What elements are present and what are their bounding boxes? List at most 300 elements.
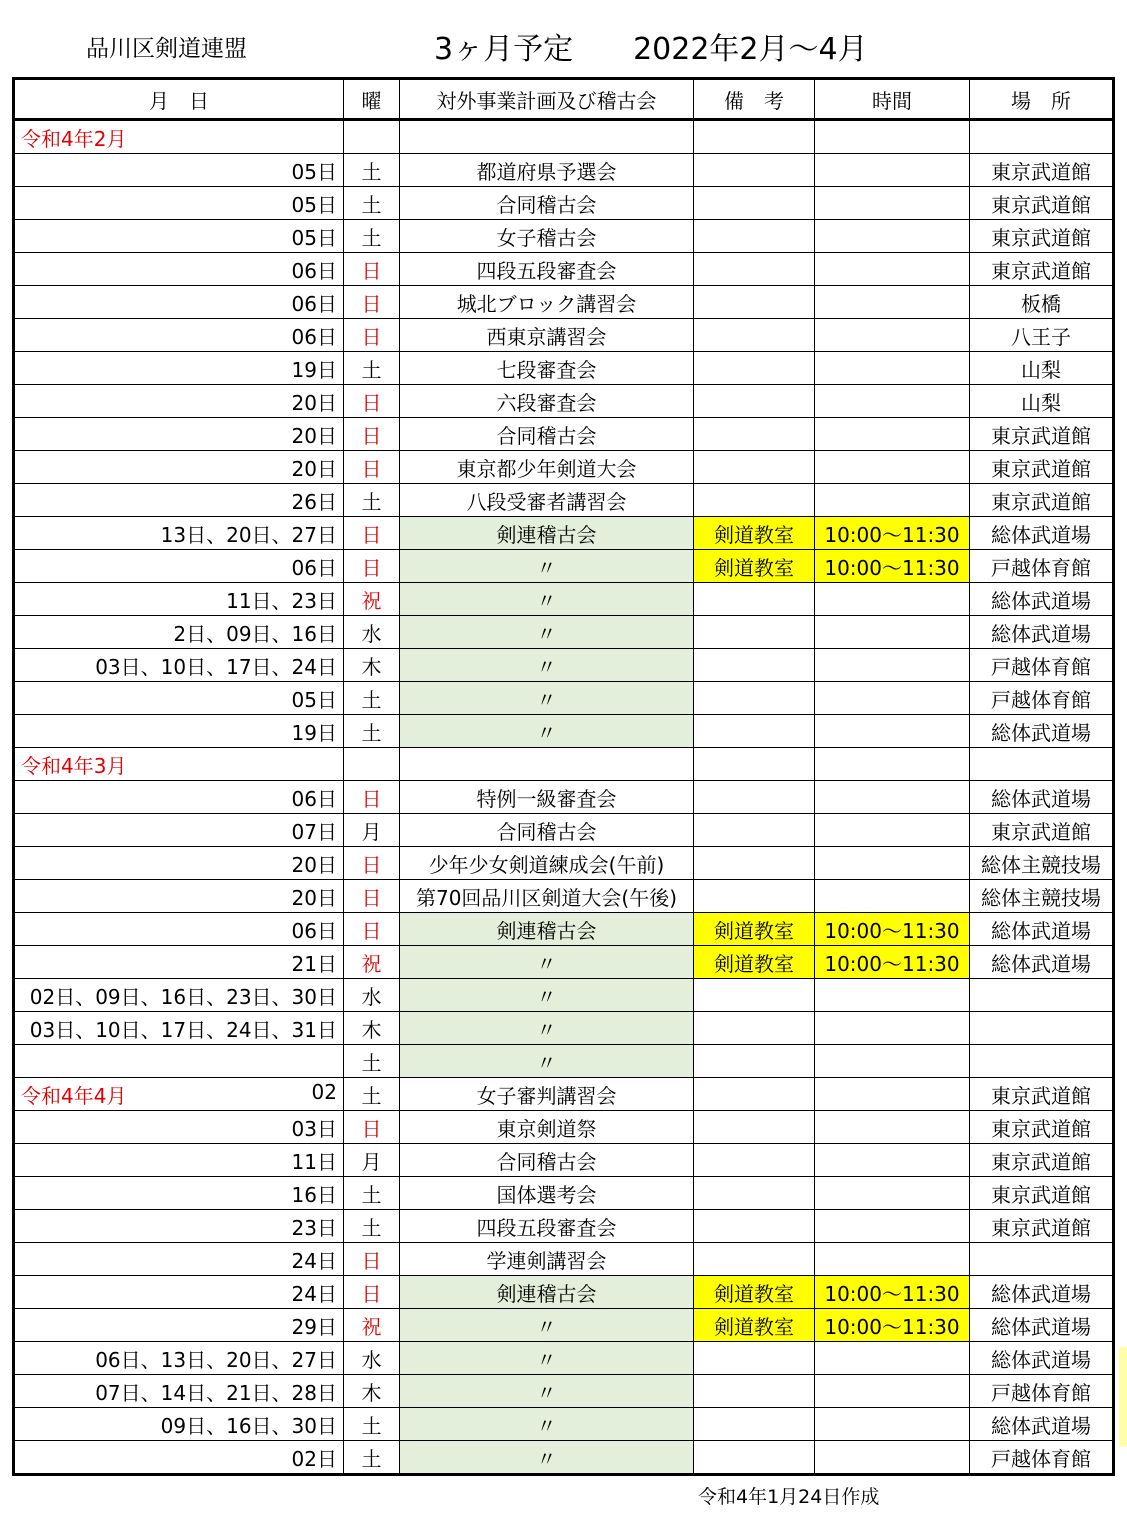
date-cell: [14, 418, 344, 451]
time-cell: [815, 1012, 970, 1045]
table-row: [14, 1342, 1114, 1375]
weekday-cell: [344, 748, 400, 781]
place-cell: 東京武道館: [970, 154, 1114, 187]
date-cell: [14, 814, 344, 847]
date-cell: [14, 484, 344, 517]
place-cell: [970, 120, 1114, 154]
weekday-cell: 木: [344, 1375, 400, 1408]
date-cell: [14, 154, 344, 187]
note-cell: [694, 847, 815, 880]
date-cell: [14, 946, 344, 979]
event-cell: 四段五段審査会: [400, 1210, 694, 1243]
event-cell: 少年少女剣道練成会(午前): [400, 847, 694, 880]
note-cell: [694, 880, 815, 913]
event-cell: 女子稽古会: [400, 220, 694, 253]
time-cell: [815, 352, 970, 385]
weekday-cell: 日: [344, 385, 400, 418]
note-cell: 剣道教室: [694, 1276, 815, 1309]
place-cell: 東京武道館: [970, 253, 1114, 286]
col-header-time: 時間: [815, 79, 970, 120]
place-cell: 板橋: [970, 286, 1114, 319]
place-cell: 総体武道場: [970, 616, 1114, 649]
place-cell: 戸越体育館: [970, 1375, 1114, 1408]
event-cell: 都道府県予選会: [400, 154, 694, 187]
table-row: [14, 253, 1114, 286]
schedule-table: [12, 77, 1115, 1476]
weekday-cell: 日: [344, 1276, 400, 1309]
note-cell: [694, 352, 815, 385]
date-text: 26日: [291, 489, 337, 514]
note-cell: [694, 1441, 815, 1475]
place-cell: 総体武道場: [970, 715, 1114, 748]
weekday-cell: 土: [344, 154, 400, 187]
table-row: [14, 1441, 1114, 1475]
date-text: 19日: [291, 357, 337, 382]
col-header-event: 対外事業計画及び稽古会: [400, 79, 694, 120]
weekday-cell: [344, 120, 400, 154]
date-cell: [14, 682, 344, 715]
place-cell: 戸越体育館: [970, 649, 1114, 682]
date-text: 06日: [291, 258, 337, 283]
event-cell: 〃: [400, 550, 694, 583]
event-cell: 城北ブロック講習会: [400, 286, 694, 319]
time-cell: [815, 847, 970, 880]
created-date: 令和4年1月24日作成: [698, 1486, 880, 1508]
event-cell: 西東京講習会: [400, 319, 694, 352]
note-cell: 剣道教室: [694, 913, 815, 946]
col-header-date: 月 日: [14, 79, 344, 120]
time-cell: 10:00～11:30: [815, 1309, 970, 1342]
date-text: 24日: [291, 1248, 337, 1273]
date-cell: [14, 352, 344, 385]
place-cell: 東京武道館: [970, 1144, 1114, 1177]
table-row: [14, 715, 1114, 748]
weekday-cell: 土: [344, 1441, 400, 1475]
date-cell: [14, 220, 344, 253]
time-cell: [815, 1078, 970, 1111]
time-cell: [815, 1210, 970, 1243]
table-row: [14, 616, 1114, 649]
event-cell: 剣連稽古会: [400, 1276, 694, 1309]
time-cell: 10:00～11:30: [815, 913, 970, 946]
weekday-cell: 土: [344, 220, 400, 253]
date-text: 13日、20日、27日: [160, 522, 337, 547]
time-cell: [815, 1144, 970, 1177]
event-cell: [400, 748, 694, 781]
date-cell: [14, 319, 344, 352]
event-cell: 〃: [400, 979, 694, 1012]
note-cell: [694, 748, 815, 781]
weekday-cell: 土: [344, 187, 400, 220]
note-cell: [694, 979, 815, 1012]
place-cell: 東京武道館: [970, 1210, 1114, 1243]
table-row: [14, 1243, 1114, 1276]
time-cell: [815, 1441, 970, 1475]
date-cell: [14, 1177, 344, 1210]
month-label: 令和4年2月: [21, 126, 127, 151]
date-text: 06日: [291, 555, 337, 580]
month-row: [14, 748, 1114, 781]
table-row: [14, 1012, 1114, 1045]
table-row: [14, 451, 1114, 484]
date-text: 06日: [291, 786, 337, 811]
event-cell: 特例一級審査会: [400, 781, 694, 814]
weekday-cell: 土: [344, 1408, 400, 1441]
weekday-cell: 日: [344, 286, 400, 319]
event-cell: 七段審査会: [400, 352, 694, 385]
table-row: [14, 946, 1114, 979]
time-cell: [815, 748, 970, 781]
place-cell: 総体武道場: [970, 781, 1114, 814]
table-row: [14, 781, 1114, 814]
date-cell: [14, 451, 344, 484]
weekday-cell: 日: [344, 550, 400, 583]
event-cell: 学連剣講習会: [400, 1243, 694, 1276]
time-cell: [815, 220, 970, 253]
table-row: [14, 1276, 1114, 1309]
date-text: 24日: [291, 1281, 337, 1306]
time-cell: 10:00～11:30: [815, 946, 970, 979]
event-cell: 〃: [400, 1012, 694, 1045]
table-row: [14, 319, 1114, 352]
date-text: 02: [311, 1079, 337, 1104]
note-cell: [694, 1342, 815, 1375]
place-cell: 総体主競技場: [970, 880, 1114, 913]
time-cell: [815, 451, 970, 484]
event-cell: 四段五段審査会: [400, 253, 694, 286]
weekday-cell: 木: [344, 1012, 400, 1045]
date-cell: [14, 1309, 344, 1342]
date-cell: [14, 187, 344, 220]
event-cell: 剣連稽古会: [400, 913, 694, 946]
note-cell: [694, 418, 815, 451]
weekday-cell: 日: [344, 880, 400, 913]
weekday-cell: 水: [344, 1342, 400, 1375]
date-text: 07日: [291, 819, 337, 844]
date-cell: [14, 781, 344, 814]
col-header-note: 備 考: [694, 79, 815, 120]
organization-name: 品川区剣道連盟: [86, 36, 247, 62]
event-cell: 女子審判講習会: [400, 1078, 694, 1111]
time-cell: 10:00～11:30: [815, 550, 970, 583]
page-title: 3ヶ月予定 2022年2月～4月: [434, 32, 868, 67]
event-cell: 第70回品川区剣道大会(午後): [400, 880, 694, 913]
weekday-cell: 土: [344, 715, 400, 748]
time-cell: [815, 1111, 970, 1144]
event-cell: 六段審査会: [400, 385, 694, 418]
note-cell: [694, 583, 815, 616]
note-cell: [694, 781, 815, 814]
table-row: [14, 1408, 1114, 1441]
note-cell: [694, 1012, 815, 1045]
place-cell: 総体武道場: [970, 1276, 1114, 1309]
note-cell: [694, 187, 815, 220]
date-text: 02日: [291, 1446, 337, 1471]
date-text: 19日: [291, 720, 337, 745]
date-cell: [14, 1144, 344, 1177]
table-row: [14, 1177, 1114, 1210]
table-row: [14, 682, 1114, 715]
weekday-cell: 日: [344, 1111, 400, 1144]
note-cell: [694, 1045, 815, 1078]
table-row: [14, 1375, 1114, 1408]
table-row: [14, 1309, 1114, 1342]
place-cell: 東京武道館: [970, 418, 1114, 451]
weekday-cell: 月: [344, 1144, 400, 1177]
date-cell: [14, 517, 344, 550]
table-row: [14, 814, 1114, 847]
event-cell: 合同稽古会: [400, 187, 694, 220]
time-cell: [815, 154, 970, 187]
date-text: 20日: [291, 390, 337, 415]
weekday-cell: 土: [344, 1210, 400, 1243]
date-cell: [14, 1375, 344, 1408]
date-cell: [14, 1276, 344, 1309]
weekday-cell: 土: [344, 352, 400, 385]
time-cell: [815, 979, 970, 1012]
date-text: 05日: [291, 192, 337, 217]
date-cell: [14, 880, 344, 913]
month-label: 令和4年3月: [21, 753, 127, 778]
date-text: 20日: [291, 456, 337, 481]
event-cell: 合同稽古会: [400, 1144, 694, 1177]
col-header-place: 場 所: [970, 79, 1114, 120]
time-cell: 10:00～11:30: [815, 1276, 970, 1309]
note-cell: [694, 1144, 815, 1177]
event-cell: 合同稽古会: [400, 814, 694, 847]
date-text: 02日、09日、16日、23日、30日: [29, 984, 337, 1009]
place-cell: 山梨: [970, 385, 1114, 418]
date-cell: [14, 979, 344, 1012]
place-cell: [970, 979, 1114, 1012]
table-row: [14, 1111, 1114, 1144]
table-row: [14, 418, 1114, 451]
note-cell: [694, 1078, 815, 1111]
weekday-cell: 水: [344, 616, 400, 649]
month-row: [14, 120, 1114, 154]
event-cell: 〃: [400, 649, 694, 682]
time-cell: [815, 418, 970, 451]
weekday-cell: 日: [344, 517, 400, 550]
date-text: 06日、13日、20日、27日: [95, 1347, 337, 1372]
place-cell: 総体武道場: [970, 1342, 1114, 1375]
weekday-cell: 日: [344, 418, 400, 451]
date-cell: [14, 1045, 344, 1078]
col-header-day: 曜: [344, 79, 400, 120]
date-text: 05日: [291, 159, 337, 184]
event-cell: 〃: [400, 1045, 694, 1078]
note-cell: [694, 1375, 815, 1408]
date-text: 03日: [291, 1116, 337, 1141]
place-cell: 東京武道館: [970, 484, 1114, 517]
date-cell: [14, 913, 344, 946]
place-cell: 戸越体育館: [970, 682, 1114, 715]
schedule-body: [14, 120, 1114, 1475]
date-cell: [14, 1111, 344, 1144]
time-cell: [815, 880, 970, 913]
event-cell: 〃: [400, 583, 694, 616]
weekday-cell: 日: [344, 781, 400, 814]
note-cell: [694, 120, 815, 154]
note-cell: [694, 286, 815, 319]
weekday-cell: 祝: [344, 1309, 400, 1342]
date-text: 20日: [291, 423, 337, 448]
table-row: [14, 154, 1114, 187]
date-cell: [14, 1243, 344, 1276]
place-cell: [970, 1045, 1114, 1078]
weekday-cell: 日: [344, 913, 400, 946]
date-cell: [14, 253, 344, 286]
event-cell: [400, 120, 694, 154]
note-cell: 剣道教室: [694, 517, 815, 550]
date-cell: [14, 616, 344, 649]
time-cell: [815, 682, 970, 715]
note-cell: [694, 1243, 815, 1276]
time-cell: [815, 781, 970, 814]
date-cell: [14, 748, 344, 781]
table-row: [14, 550, 1114, 583]
table-row: [14, 1210, 1114, 1243]
place-cell: 東京武道館: [970, 220, 1114, 253]
note-cell: [694, 220, 815, 253]
date-text: 03日、10日、17日、24日: [95, 654, 337, 679]
place-cell: 東京武道館: [970, 187, 1114, 220]
weekday-cell: 祝: [344, 583, 400, 616]
date-cell: [14, 1078, 344, 1111]
note-cell: [694, 484, 815, 517]
weekday-cell: 土: [344, 1177, 400, 1210]
header-row: [14, 79, 1114, 120]
date-text: 20日: [291, 852, 337, 877]
time-cell: [815, 1243, 970, 1276]
place-cell: 総体武道場: [970, 583, 1114, 616]
weekday-cell: 祝: [344, 946, 400, 979]
place-cell: 総体武道場: [970, 1309, 1114, 1342]
date-cell: [14, 1408, 344, 1441]
note-cell: [694, 1408, 815, 1441]
date-text: 11日、23日: [226, 588, 337, 613]
place-cell: [970, 748, 1114, 781]
note-cell: 剣道教室: [694, 1309, 815, 1342]
event-cell: 東京都少年剣道大会: [400, 451, 694, 484]
weekday-cell: 土: [344, 484, 400, 517]
table-row: [14, 385, 1114, 418]
table-row: [14, 583, 1114, 616]
table-row: [14, 220, 1114, 253]
date-text: 06日: [291, 291, 337, 316]
date-text: 20日: [291, 885, 337, 910]
table-row: [14, 1045, 1114, 1078]
month-row: [14, 1078, 1114, 1111]
place-cell: 戸越体育館: [970, 1441, 1114, 1475]
event-cell: 八段受審者講習会: [400, 484, 694, 517]
place-cell: 八王子: [970, 319, 1114, 352]
date-text: 03日、10日、17日、24日、31日: [29, 1017, 337, 1042]
weekday-cell: 土: [344, 1078, 400, 1111]
time-cell: [815, 1375, 970, 1408]
time-cell: [815, 385, 970, 418]
table-row: [14, 880, 1114, 913]
time-cell: [815, 814, 970, 847]
date-cell: [14, 1012, 344, 1045]
table-row: [14, 979, 1114, 1012]
weekday-cell: 日: [344, 319, 400, 352]
month-label: 令和4年4月: [21, 1083, 127, 1108]
place-cell: 総体武道場: [970, 1408, 1114, 1441]
place-cell: 東京武道館: [970, 451, 1114, 484]
note-cell: [694, 682, 815, 715]
time-cell: [815, 649, 970, 682]
note-cell: [694, 253, 815, 286]
date-text: 07日、14日、21日、28日: [95, 1380, 337, 1405]
time-cell: [815, 1045, 970, 1078]
event-cell: 東京剣道祭: [400, 1111, 694, 1144]
date-cell: [14, 583, 344, 616]
event-cell: 〃: [400, 1441, 694, 1475]
table-row: [14, 649, 1114, 682]
time-cell: [815, 484, 970, 517]
note-cell: [694, 649, 815, 682]
date-cell: [14, 1342, 344, 1375]
date-cell: [14, 286, 344, 319]
date-text: 06日: [291, 918, 337, 943]
time-cell: [815, 319, 970, 352]
date-text: 11日: [291, 1149, 337, 1174]
date-text: 05日: [291, 687, 337, 712]
table-row: [14, 484, 1114, 517]
event-cell: 〃: [400, 1408, 694, 1441]
weekday-cell: 水: [344, 979, 400, 1012]
table-row: [14, 847, 1114, 880]
note-cell: [694, 616, 815, 649]
time-cell: [815, 120, 970, 154]
place-cell: 東京武道館: [970, 814, 1114, 847]
event-cell: 剣連稽古会: [400, 517, 694, 550]
table-row: [14, 352, 1114, 385]
weekday-cell: 日: [344, 451, 400, 484]
date-cell: [14, 120, 344, 154]
place-cell: 東京武道館: [970, 1111, 1114, 1144]
time-cell: [815, 1408, 970, 1441]
time-cell: [815, 715, 970, 748]
place-cell: 山梨: [970, 352, 1114, 385]
event-cell: 〃: [400, 715, 694, 748]
weekday-cell: 日: [344, 253, 400, 286]
date-cell: [14, 1441, 344, 1475]
time-cell: [815, 286, 970, 319]
event-cell: 国体選考会: [400, 1177, 694, 1210]
note-cell: [694, 715, 815, 748]
date-text: 05日: [291, 225, 337, 250]
note-cell: [694, 319, 815, 352]
date-cell: [14, 385, 344, 418]
note-cell: [694, 451, 815, 484]
place-cell: [970, 1012, 1114, 1045]
note-cell: [694, 1111, 815, 1144]
place-cell: 総体武道場: [970, 517, 1114, 550]
note-cell: [694, 1177, 815, 1210]
table-row: [14, 286, 1114, 319]
note-cell: [694, 385, 815, 418]
table-row: [14, 517, 1114, 550]
margin-highlight-mark: [1119, 1347, 1127, 1447]
time-cell: 10:00～11:30: [815, 517, 970, 550]
event-cell: 〃: [400, 1375, 694, 1408]
date-text: 23日: [291, 1215, 337, 1240]
date-text: 09日、16日、30日: [160, 1413, 337, 1438]
time-cell: [815, 187, 970, 220]
time-cell: [815, 1177, 970, 1210]
